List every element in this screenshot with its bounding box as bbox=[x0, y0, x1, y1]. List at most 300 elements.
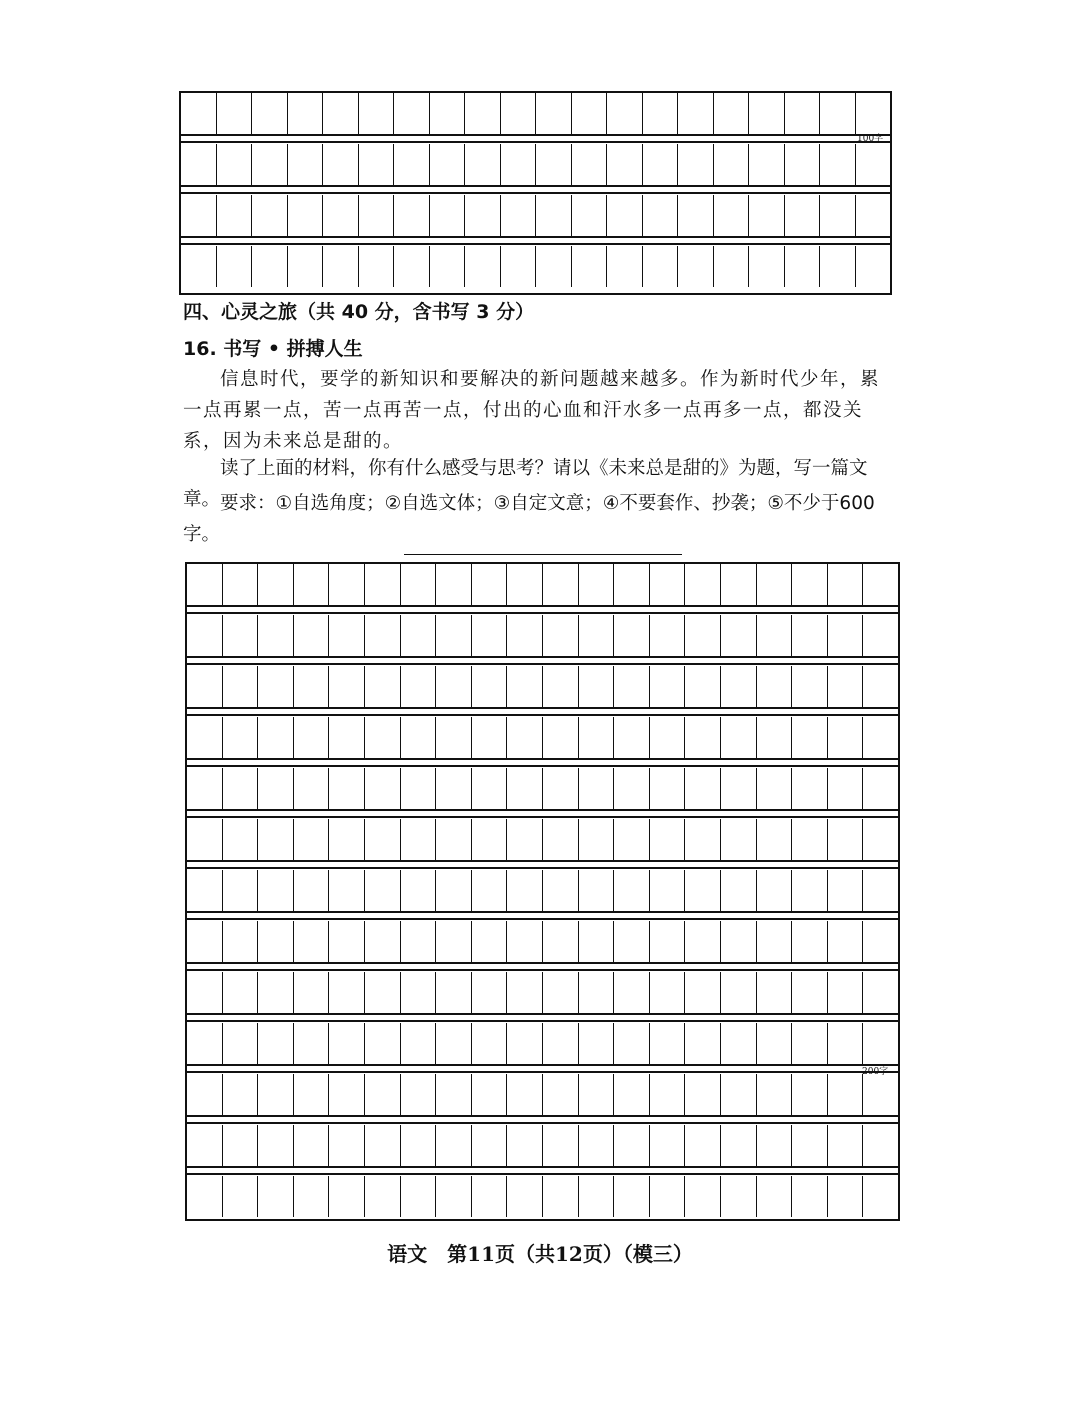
grid-cell[interactable] bbox=[507, 666, 543, 707]
grid-cell[interactable] bbox=[643, 195, 679, 236]
grid-cell[interactable] bbox=[543, 870, 579, 911]
grid-cell[interactable] bbox=[721, 768, 757, 809]
grid-cell[interactable] bbox=[828, 768, 864, 809]
grid-cell[interactable] bbox=[252, 93, 288, 134]
grid-cell[interactable] bbox=[543, 717, 579, 758]
grid-cell[interactable] bbox=[223, 717, 259, 758]
grid-cell[interactable] bbox=[294, 972, 330, 1013]
grid-cell[interactable] bbox=[223, 768, 259, 809]
grid-cell[interactable] bbox=[579, 768, 615, 809]
grid-cell[interactable] bbox=[828, 819, 864, 860]
grid-cell[interactable] bbox=[543, 615, 579, 656]
grid-cell[interactable] bbox=[685, 666, 721, 707]
grid-cell[interactable] bbox=[650, 717, 686, 758]
grid-cell[interactable] bbox=[614, 1176, 650, 1217]
grid-cell[interactable] bbox=[501, 144, 537, 185]
grid-cell[interactable] bbox=[507, 768, 543, 809]
grid-cell[interactable] bbox=[258, 717, 294, 758]
grid-cell[interactable] bbox=[507, 717, 543, 758]
grid-cell[interactable] bbox=[430, 144, 466, 185]
grid-cell[interactable] bbox=[856, 144, 891, 185]
grid-cell[interactable] bbox=[749, 144, 785, 185]
grid-cell[interactable] bbox=[223, 921, 259, 962]
grid-cell[interactable] bbox=[436, 921, 472, 962]
grid-cell[interactable] bbox=[757, 819, 793, 860]
grid-cell[interactable] bbox=[757, 768, 793, 809]
grid-cell[interactable] bbox=[436, 717, 472, 758]
grid-cell[interactable] bbox=[614, 972, 650, 1013]
grid-cell[interactable] bbox=[650, 1125, 686, 1166]
grid-cell[interactable] bbox=[329, 717, 365, 758]
grid-cell[interactable] bbox=[365, 615, 401, 656]
grid-cell[interactable] bbox=[757, 972, 793, 1013]
grid-cell[interactable] bbox=[650, 870, 686, 911]
grid-cell[interactable] bbox=[365, 1023, 401, 1064]
grid-cell[interactable] bbox=[359, 144, 395, 185]
grid-cell[interactable] bbox=[785, 93, 821, 134]
grid-cell[interactable] bbox=[187, 1074, 223, 1115]
grid-cell[interactable] bbox=[187, 1125, 223, 1166]
grid-cell[interactable] bbox=[187, 819, 223, 860]
grid-cell[interactable] bbox=[828, 1176, 864, 1217]
grid-cell[interactable] bbox=[792, 819, 828, 860]
grid-cell[interactable] bbox=[507, 1023, 543, 1064]
essay-title-line[interactable] bbox=[404, 554, 682, 555]
grid-cell[interactable] bbox=[507, 1074, 543, 1115]
grid-cell[interactable] bbox=[401, 666, 437, 707]
grid-cell[interactable] bbox=[678, 195, 714, 236]
grid-cell[interactable] bbox=[472, 717, 508, 758]
grid-cell[interactable] bbox=[465, 195, 501, 236]
grid-cell[interactable] bbox=[323, 246, 359, 287]
grid-cell[interactable] bbox=[614, 615, 650, 656]
grid-cell[interactable] bbox=[543, 1074, 579, 1115]
grid-cell[interactable] bbox=[614, 921, 650, 962]
grid-cell[interactable] bbox=[785, 195, 821, 236]
grid-cell[interactable] bbox=[721, 666, 757, 707]
grid-cell[interactable] bbox=[543, 564, 579, 605]
grid-cell[interactable] bbox=[401, 1074, 437, 1115]
grid-cell[interactable] bbox=[294, 615, 330, 656]
grid-cell[interactable] bbox=[436, 972, 472, 1013]
grid-cell[interactable] bbox=[572, 195, 608, 236]
grid-cell[interactable] bbox=[685, 615, 721, 656]
grid-cell[interactable] bbox=[394, 246, 430, 287]
grid-cell[interactable] bbox=[543, 768, 579, 809]
grid-cell[interactable] bbox=[643, 93, 679, 134]
grid-cell[interactable] bbox=[863, 1074, 898, 1115]
grid-cell[interactable] bbox=[187, 768, 223, 809]
grid-cell[interactable] bbox=[785, 144, 821, 185]
grid-cell[interactable] bbox=[365, 666, 401, 707]
grid-cell[interactable] bbox=[714, 195, 750, 236]
grid-cell[interactable] bbox=[401, 717, 437, 758]
grid-cell[interactable] bbox=[579, 972, 615, 1013]
grid-cell[interactable] bbox=[678, 144, 714, 185]
grid-cell[interactable] bbox=[820, 93, 856, 134]
grid-cell[interactable] bbox=[329, 870, 365, 911]
grid-cell[interactable] bbox=[572, 93, 608, 134]
grid-cell[interactable] bbox=[187, 921, 223, 962]
grid-cell[interactable] bbox=[436, 1023, 472, 1064]
grid-cell[interactable] bbox=[436, 1176, 472, 1217]
grid-cell[interactable] bbox=[187, 564, 223, 605]
grid-cell[interactable] bbox=[863, 564, 898, 605]
grid-cell[interactable] bbox=[828, 615, 864, 656]
grid-cell[interactable] bbox=[785, 246, 821, 287]
grid-cell[interactable] bbox=[614, 564, 650, 605]
grid-cell[interactable] bbox=[507, 564, 543, 605]
grid-cell[interactable] bbox=[536, 144, 572, 185]
grid-cell[interactable] bbox=[643, 144, 679, 185]
grid-cell[interactable] bbox=[614, 819, 650, 860]
grid-cell[interactable] bbox=[863, 717, 898, 758]
grid-cell[interactable] bbox=[543, 1125, 579, 1166]
grid-cell[interactable] bbox=[828, 1074, 864, 1115]
grid-cell[interactable] bbox=[643, 246, 679, 287]
grid-cell[interactable] bbox=[614, 768, 650, 809]
grid-cell[interactable] bbox=[365, 921, 401, 962]
grid-cell[interactable] bbox=[294, 717, 330, 758]
grid-cell[interactable] bbox=[507, 615, 543, 656]
grid-cell[interactable] bbox=[685, 1023, 721, 1064]
grid-cell[interactable] bbox=[329, 666, 365, 707]
grid-cell[interactable] bbox=[294, 768, 330, 809]
grid-cell[interactable] bbox=[181, 93, 217, 134]
grid-cell[interactable] bbox=[678, 93, 714, 134]
grid-cell[interactable] bbox=[181, 195, 217, 236]
grid-cell[interactable] bbox=[757, 1074, 793, 1115]
grid-cell[interactable] bbox=[430, 93, 466, 134]
grid-cell[interactable] bbox=[543, 1023, 579, 1064]
grid-cell[interactable] bbox=[543, 1176, 579, 1217]
grid-cell[interactable] bbox=[614, 717, 650, 758]
grid-cell[interactable] bbox=[650, 564, 686, 605]
grid-cell[interactable] bbox=[856, 93, 891, 134]
grid-cell[interactable] bbox=[721, 921, 757, 962]
grid-cell[interactable] bbox=[394, 144, 430, 185]
grid-cell[interactable] bbox=[223, 819, 259, 860]
grid-cell[interactable] bbox=[757, 717, 793, 758]
grid-cell[interactable] bbox=[323, 195, 359, 236]
grid-cell[interactable] bbox=[365, 972, 401, 1013]
grid-cell[interactable] bbox=[365, 1125, 401, 1166]
grid-cell[interactable] bbox=[757, 1125, 793, 1166]
grid-cell[interactable] bbox=[828, 972, 864, 1013]
grid-cell[interactable] bbox=[714, 246, 750, 287]
grid-cell[interactable] bbox=[792, 717, 828, 758]
grid-cell[interactable] bbox=[650, 819, 686, 860]
grid-cell[interactable] bbox=[436, 666, 472, 707]
grid-cell[interactable] bbox=[501, 246, 537, 287]
grid-cell[interactable] bbox=[401, 1125, 437, 1166]
grid-cell[interactable] bbox=[607, 195, 643, 236]
grid-cell[interactable] bbox=[792, 1023, 828, 1064]
grid-cell[interactable] bbox=[721, 615, 757, 656]
grid-cell[interactable] bbox=[650, 615, 686, 656]
grid-cell[interactable] bbox=[792, 972, 828, 1013]
grid-cell[interactable] bbox=[472, 564, 508, 605]
grid-cell[interactable] bbox=[757, 1023, 793, 1064]
grid-cell[interactable] bbox=[757, 615, 793, 656]
grid-cell[interactable] bbox=[430, 246, 466, 287]
grid-cell[interactable] bbox=[472, 1176, 508, 1217]
grid-cell[interactable] bbox=[223, 1074, 259, 1115]
grid-cell[interactable] bbox=[436, 615, 472, 656]
grid-cell[interactable] bbox=[579, 666, 615, 707]
grid-cell[interactable] bbox=[685, 1125, 721, 1166]
grid-cell[interactable] bbox=[465, 246, 501, 287]
grid-cell[interactable] bbox=[472, 1125, 508, 1166]
grid-cell[interactable] bbox=[365, 768, 401, 809]
grid-cell[interactable] bbox=[685, 972, 721, 1013]
grid-cell[interactable] bbox=[223, 1176, 259, 1217]
grid-cell[interactable] bbox=[721, 870, 757, 911]
grid-cell[interactable] bbox=[828, 1125, 864, 1166]
grid-cell[interactable] bbox=[507, 819, 543, 860]
grid-cell[interactable] bbox=[252, 246, 288, 287]
grid-cell[interactable] bbox=[401, 921, 437, 962]
grid-cell[interactable] bbox=[579, 870, 615, 911]
grid-cell[interactable] bbox=[792, 870, 828, 911]
grid-cell[interactable] bbox=[607, 93, 643, 134]
grid-cell[interactable] bbox=[685, 564, 721, 605]
grid-cell[interactable] bbox=[294, 564, 330, 605]
grid-cell[interactable] bbox=[714, 144, 750, 185]
grid-cell[interactable] bbox=[323, 144, 359, 185]
grid-cell[interactable] bbox=[650, 1176, 686, 1217]
grid-cell[interactable] bbox=[258, 921, 294, 962]
grid-cell[interactable] bbox=[223, 564, 259, 605]
grid-cell[interactable] bbox=[401, 819, 437, 860]
grid-cell[interactable] bbox=[757, 921, 793, 962]
grid-cell[interactable] bbox=[607, 144, 643, 185]
grid-cell[interactable] bbox=[685, 921, 721, 962]
grid-cell[interactable] bbox=[401, 1023, 437, 1064]
grid-cell[interactable] bbox=[579, 1176, 615, 1217]
grid-cell[interactable] bbox=[721, 1074, 757, 1115]
grid-cell[interactable] bbox=[579, 1074, 615, 1115]
grid-cell[interactable] bbox=[614, 1074, 650, 1115]
grid-cell[interactable] bbox=[721, 564, 757, 605]
grid-cell[interactable] bbox=[329, 819, 365, 860]
grid-cell[interactable] bbox=[749, 93, 785, 134]
grid-cell[interactable] bbox=[401, 768, 437, 809]
grid-cell[interactable] bbox=[223, 615, 259, 656]
grid-cell[interactable] bbox=[288, 93, 324, 134]
grid-cell[interactable] bbox=[223, 1023, 259, 1064]
grid-cell[interactable] bbox=[394, 93, 430, 134]
grid-cell[interactable] bbox=[223, 666, 259, 707]
grid-cell[interactable] bbox=[614, 1023, 650, 1064]
grid-cell[interactable] bbox=[650, 921, 686, 962]
grid-cell[interactable] bbox=[828, 564, 864, 605]
grid-cell[interactable] bbox=[507, 870, 543, 911]
grid-cell[interactable] bbox=[365, 870, 401, 911]
grid-cell[interactable] bbox=[258, 768, 294, 809]
grid-cell[interactable] bbox=[536, 246, 572, 287]
grid-cell[interactable] bbox=[749, 195, 785, 236]
grid-cell[interactable] bbox=[650, 768, 686, 809]
grid-cell[interactable] bbox=[472, 819, 508, 860]
grid-cell[interactable] bbox=[436, 1074, 472, 1115]
grid-cell[interactable] bbox=[394, 195, 430, 236]
grid-cell[interactable] bbox=[749, 246, 785, 287]
grid-cell[interactable] bbox=[472, 1023, 508, 1064]
grid-cell[interactable] bbox=[223, 870, 259, 911]
grid-cell[interactable] bbox=[436, 564, 472, 605]
grid-cell[interactable] bbox=[252, 195, 288, 236]
grid-cell[interactable] bbox=[187, 615, 223, 656]
grid-cell[interactable] bbox=[365, 1176, 401, 1217]
grid-cell[interactable] bbox=[187, 1023, 223, 1064]
grid-cell[interactable] bbox=[258, 1176, 294, 1217]
grid-cell[interactable] bbox=[294, 1074, 330, 1115]
grid-cell[interactable] bbox=[329, 1176, 365, 1217]
grid-cell[interactable] bbox=[579, 921, 615, 962]
grid-cell[interactable] bbox=[329, 564, 365, 605]
grid-cell[interactable] bbox=[401, 564, 437, 605]
grid-cell[interactable] bbox=[650, 972, 686, 1013]
grid-cell[interactable] bbox=[536, 195, 572, 236]
grid-cell[interactable] bbox=[543, 972, 579, 1013]
grid-cell[interactable] bbox=[223, 972, 259, 1013]
grid-cell[interactable] bbox=[685, 819, 721, 860]
grid-cell[interactable] bbox=[685, 717, 721, 758]
grid-cell[interactable] bbox=[863, 972, 898, 1013]
grid-cell[interactable] bbox=[187, 666, 223, 707]
grid-cell[interactable] bbox=[792, 1074, 828, 1115]
grid-cell[interactable] bbox=[294, 1125, 330, 1166]
grid-cell[interactable] bbox=[721, 1176, 757, 1217]
grid-cell[interactable] bbox=[828, 921, 864, 962]
grid-cell[interactable] bbox=[288, 246, 324, 287]
grid-cell[interactable] bbox=[294, 666, 330, 707]
grid-cell[interactable] bbox=[365, 717, 401, 758]
grid-cell[interactable] bbox=[401, 972, 437, 1013]
grid-cell[interactable] bbox=[536, 93, 572, 134]
grid-cell[interactable] bbox=[828, 870, 864, 911]
grid-cell[interactable] bbox=[258, 1074, 294, 1115]
grid-cell[interactable] bbox=[863, 1125, 898, 1166]
grid-cell[interactable] bbox=[863, 921, 898, 962]
grid-cell[interactable] bbox=[721, 717, 757, 758]
grid-cell[interactable] bbox=[579, 819, 615, 860]
grid-cell[interactable] bbox=[614, 666, 650, 707]
grid-cell[interactable] bbox=[329, 615, 365, 656]
grid-cell[interactable] bbox=[365, 564, 401, 605]
grid-cell[interactable] bbox=[572, 246, 608, 287]
grid-cell[interactable] bbox=[359, 93, 395, 134]
grid-cell[interactable] bbox=[650, 1023, 686, 1064]
grid-cell[interactable] bbox=[863, 819, 898, 860]
grid-cell[interactable] bbox=[579, 1023, 615, 1064]
grid-cell[interactable] bbox=[714, 93, 750, 134]
grid-cell[interactable] bbox=[792, 1176, 828, 1217]
grid-cell[interactable] bbox=[258, 1125, 294, 1166]
grid-cell[interactable] bbox=[294, 1023, 330, 1064]
grid-cell[interactable] bbox=[294, 870, 330, 911]
grid-cell[interactable] bbox=[472, 1074, 508, 1115]
grid-cell[interactable] bbox=[472, 666, 508, 707]
grid-cell[interactable] bbox=[329, 1125, 365, 1166]
grid-cell[interactable] bbox=[579, 564, 615, 605]
grid-cell[interactable] bbox=[721, 819, 757, 860]
grid-cell[interactable] bbox=[820, 246, 856, 287]
grid-cell[interactable] bbox=[543, 666, 579, 707]
grid-cell[interactable] bbox=[258, 564, 294, 605]
grid-cell[interactable] bbox=[863, 615, 898, 656]
grid-cell[interactable] bbox=[472, 921, 508, 962]
grid-cell[interactable] bbox=[579, 1125, 615, 1166]
grid-cell[interactable] bbox=[863, 1023, 898, 1064]
grid-cell[interactable] bbox=[685, 768, 721, 809]
grid-cell[interactable] bbox=[579, 615, 615, 656]
grid-cell[interactable] bbox=[792, 564, 828, 605]
grid-cell[interactable] bbox=[187, 870, 223, 911]
grid-cell[interactable] bbox=[792, 921, 828, 962]
grid-cell[interactable] bbox=[507, 1125, 543, 1166]
grid-cell[interactable] bbox=[258, 615, 294, 656]
grid-cell[interactable] bbox=[543, 921, 579, 962]
grid-cell[interactable] bbox=[223, 1125, 259, 1166]
grid-cell[interactable] bbox=[258, 870, 294, 911]
grid-cell[interactable] bbox=[507, 921, 543, 962]
grid-cell[interactable] bbox=[288, 195, 324, 236]
grid-cell[interactable] bbox=[187, 717, 223, 758]
grid-cell[interactable] bbox=[572, 144, 608, 185]
grid-cell[interactable] bbox=[258, 1023, 294, 1064]
grid-cell[interactable] bbox=[792, 1125, 828, 1166]
grid-cell[interactable] bbox=[436, 1125, 472, 1166]
grid-cell[interactable] bbox=[472, 870, 508, 911]
grid-cell[interactable] bbox=[217, 246, 253, 287]
grid-cell[interactable] bbox=[181, 144, 217, 185]
grid-cell[interactable] bbox=[614, 1125, 650, 1166]
grid-cell[interactable] bbox=[401, 1176, 437, 1217]
grid-cell[interactable] bbox=[678, 246, 714, 287]
grid-cell[interactable] bbox=[721, 1023, 757, 1064]
grid-cell[interactable] bbox=[472, 972, 508, 1013]
grid-cell[interactable] bbox=[430, 195, 466, 236]
grid-cell[interactable] bbox=[650, 1074, 686, 1115]
grid-cell[interactable] bbox=[217, 144, 253, 185]
grid-cell[interactable] bbox=[294, 921, 330, 962]
grid-cell[interactable] bbox=[359, 246, 395, 287]
grid-cell[interactable] bbox=[863, 768, 898, 809]
grid-cell[interactable] bbox=[792, 615, 828, 656]
grid-cell[interactable] bbox=[685, 870, 721, 911]
grid-cell[interactable] bbox=[329, 972, 365, 1013]
grid-cell[interactable] bbox=[258, 666, 294, 707]
grid-cell[interactable] bbox=[365, 819, 401, 860]
grid-cell[interactable] bbox=[614, 870, 650, 911]
grid-cell[interactable] bbox=[472, 615, 508, 656]
grid-cell[interactable] bbox=[757, 1176, 793, 1217]
grid-cell[interactable] bbox=[252, 144, 288, 185]
grid-cell[interactable] bbox=[181, 246, 217, 287]
grid-cell[interactable] bbox=[828, 1023, 864, 1064]
grid-cell[interactable] bbox=[472, 768, 508, 809]
grid-cell[interactable] bbox=[863, 666, 898, 707]
grid-cell[interactable] bbox=[820, 144, 856, 185]
grid-cell[interactable] bbox=[856, 246, 891, 287]
grid-cell[interactable] bbox=[828, 666, 864, 707]
grid-cell[interactable] bbox=[507, 1176, 543, 1217]
grid-cell[interactable] bbox=[685, 1176, 721, 1217]
grid-cell[interactable] bbox=[465, 93, 501, 134]
grid-cell[interactable] bbox=[359, 195, 395, 236]
